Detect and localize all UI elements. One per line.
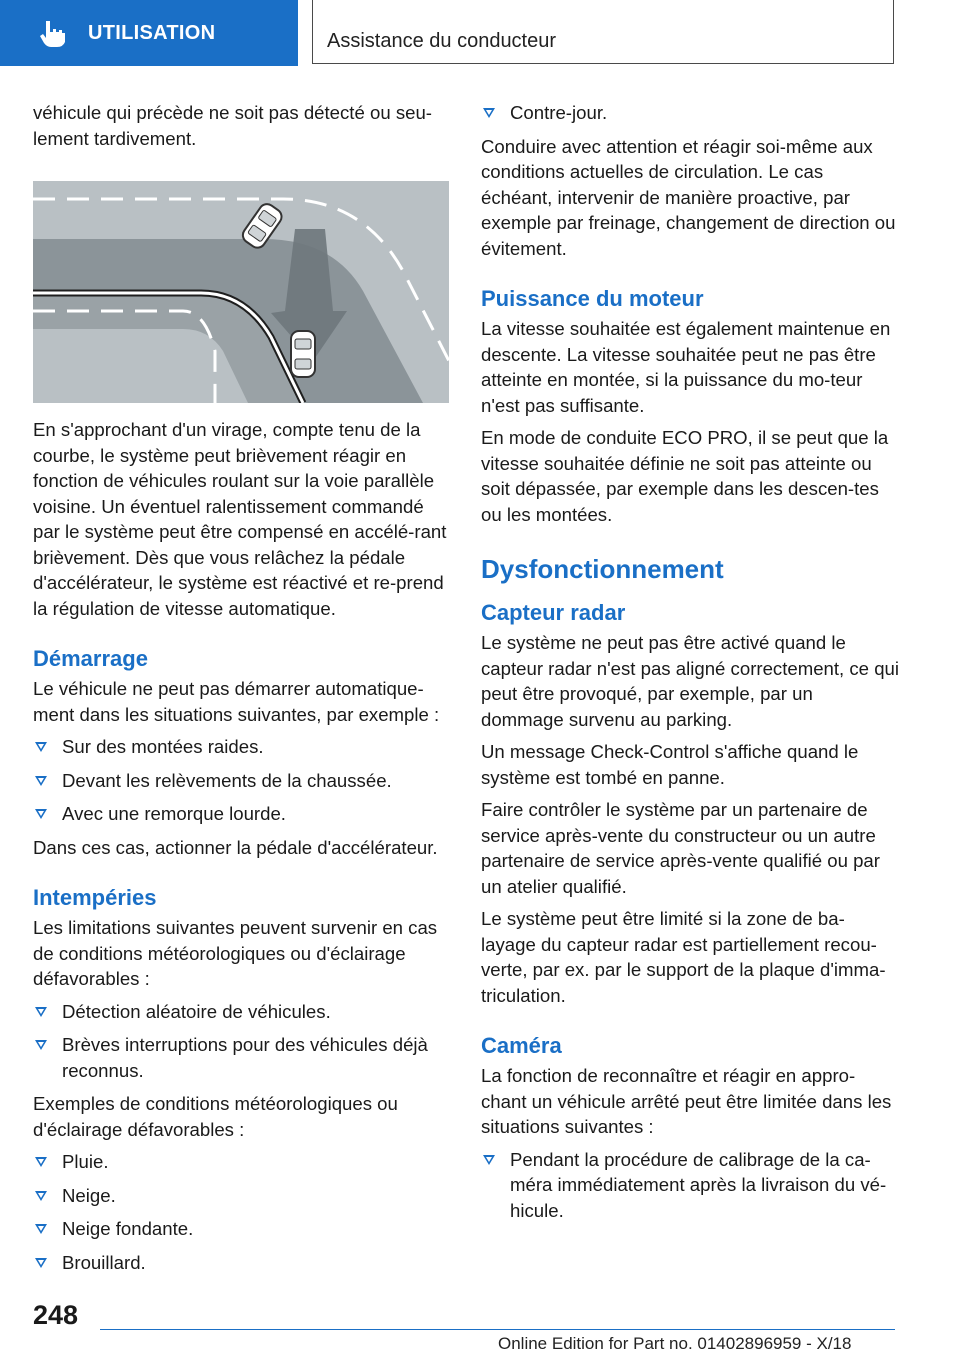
paragraph: Le système peut être limité si la zone de ba-layage du capteur radar est partiellement recou-verte, par ex. par le support de la plaque d'imma-triculation. [481, 908, 886, 1006]
triangle-bullet-icon [483, 1155, 495, 1165]
list-item: Neige fondante. [33, 1216, 449, 1242]
heading-puissance: Puissance du moteur [481, 286, 704, 311]
hand-pointer-icon [36, 17, 70, 51]
triangle-bullet-icon [35, 742, 47, 752]
list-item: Brèves interruptions pour des véhicules déjà reconnus. [33, 1032, 449, 1083]
heading-intemperies: Intempéries [33, 885, 157, 910]
list-item: Avec une remorque lourde. [33, 801, 449, 827]
curve-illustration [33, 181, 449, 403]
chapter-label: UTILISATION [88, 22, 216, 44]
list-item: Neige. [33, 1183, 449, 1209]
bullet-list-intemperies [33, 999, 449, 1084]
section-title: Assistance du conducteur [327, 30, 557, 52]
list-item: Sur des montées raides. [33, 734, 449, 760]
chapter-tab[interactable] [0, 0, 298, 66]
list-item: Pendant la procédure de calibrage de la ca-méra immédiatement après la livraison du vé-hicule. [481, 1147, 899, 1224]
bullet-list-demarrage [33, 734, 449, 827]
triangle-bullet-icon [35, 1040, 47, 1050]
triangle-bullet-icon [35, 1191, 47, 1201]
list-item: Détection aléatoire de véhicules. [33, 999, 449, 1025]
paragraph: véhicule qui précède ne soit pas détecté ou seu-lement tardivement. [33, 102, 432, 149]
paragraph: Conduire avec attention et réagir soi-même aux conditions actuelles de circulation. Le cas échéant, intervenir de manière proactive, par exemple par freinage, changement de direction ou évitement. [481, 135, 896, 259]
paragraph: Exemples de conditions météorologiques ou d'éclairage défavorables : [33, 1093, 398, 1140]
heading-demarrage: Démarrage [33, 646, 148, 671]
paragraph: Faire contrôler le système par un partenaire de service après-vente du constructeur ou un autre partenaire de service après-vente qualifié ou par un atelier qualifié. [481, 799, 880, 897]
bullet-list-meteo [33, 1149, 449, 1275]
bullet-list-lumiere [481, 100, 899, 126]
footer-divider [100, 1329, 895, 1330]
page-number: 248 [33, 1300, 79, 1330]
list-item: Devant les relèvements de la chaussée. [33, 768, 449, 794]
paragraph: Les limitations suivantes peuvent survenir en cas de conditions météorologiques ou d'éclairage défavorables : [33, 917, 438, 989]
list-item: Brouillard. [33, 1250, 449, 1276]
list-item: Pluie. [33, 1149, 449, 1175]
heading-camera: Caméra [481, 1033, 562, 1058]
paragraph: Le système ne peut pas être activé quand le capteur radar n'est pas aligné correctement, ce qui peut être provoqué, par exemple, par un dommage survenu au parking. [481, 632, 900, 730]
triangle-bullet-icon [35, 809, 47, 819]
heading-dysfonctionnement: Dysfonctionnement [481, 554, 724, 584]
paragraph: En s'approchant d'un virage, compte tenu de la courbe, le système peut brièvement réagir en fonction de véhicules roulant sur la voie parallèle voisine. Un éventuel ralentissement commandé par le système peut être compensé en accélé-rant brièvement. Dès que vous relâchez la pédale d'accélérateur, le système est réactivé et re-prend la régulation de vitesse automatique. [33, 419, 447, 619]
triangle-bullet-icon [35, 1258, 47, 1268]
bullet-list-camera [481, 1147, 899, 1224]
heading-capteur-radar: Capteur radar [481, 600, 626, 625]
paragraph: Un message Check-Control s'affiche quand le système est tombé en panne. [481, 741, 859, 788]
triangle-bullet-icon [35, 776, 47, 786]
right-column [481, 100, 899, 1231]
paragraph: La fonction de reconnaître et réagir en appro-chant un véhicule arrêté peut être limitée dans les situations suivantes : [481, 1065, 892, 1137]
triangle-bullet-icon [483, 108, 495, 118]
paragraph: La vitesse souhaitée est également maintenue en descente. La vitesse souhaitée peut ne pas être atteinte en montée, si la puissance du mo-teur n'est pas suffisante. [481, 318, 891, 416]
paragraph: En mode de conduite ECO PRO, il se peut que la vitesse souhaitée définie ne soit pas atteinte ou soit dépassée, par exemple dans les descen-tes ou les montées. [481, 427, 889, 525]
paragraph: Dans ces cas, actionner la pédale d'accélérateur. [33, 836, 438, 858]
triangle-bullet-icon [35, 1224, 47, 1234]
triangle-bullet-icon [35, 1007, 47, 1017]
paragraph: Le véhicule ne peut pas démarrer automatique-ment dans les situations suivantes, par exemple : [33, 678, 440, 725]
triangle-bullet-icon [35, 1157, 47, 1167]
list-item: Contre-jour. [481, 100, 899, 126]
section-header [312, 0, 894, 64]
left-column [33, 100, 449, 1283]
edition-info: Online Edition for Part no. 01402896959 - X/18 [498, 1334, 852, 1353]
